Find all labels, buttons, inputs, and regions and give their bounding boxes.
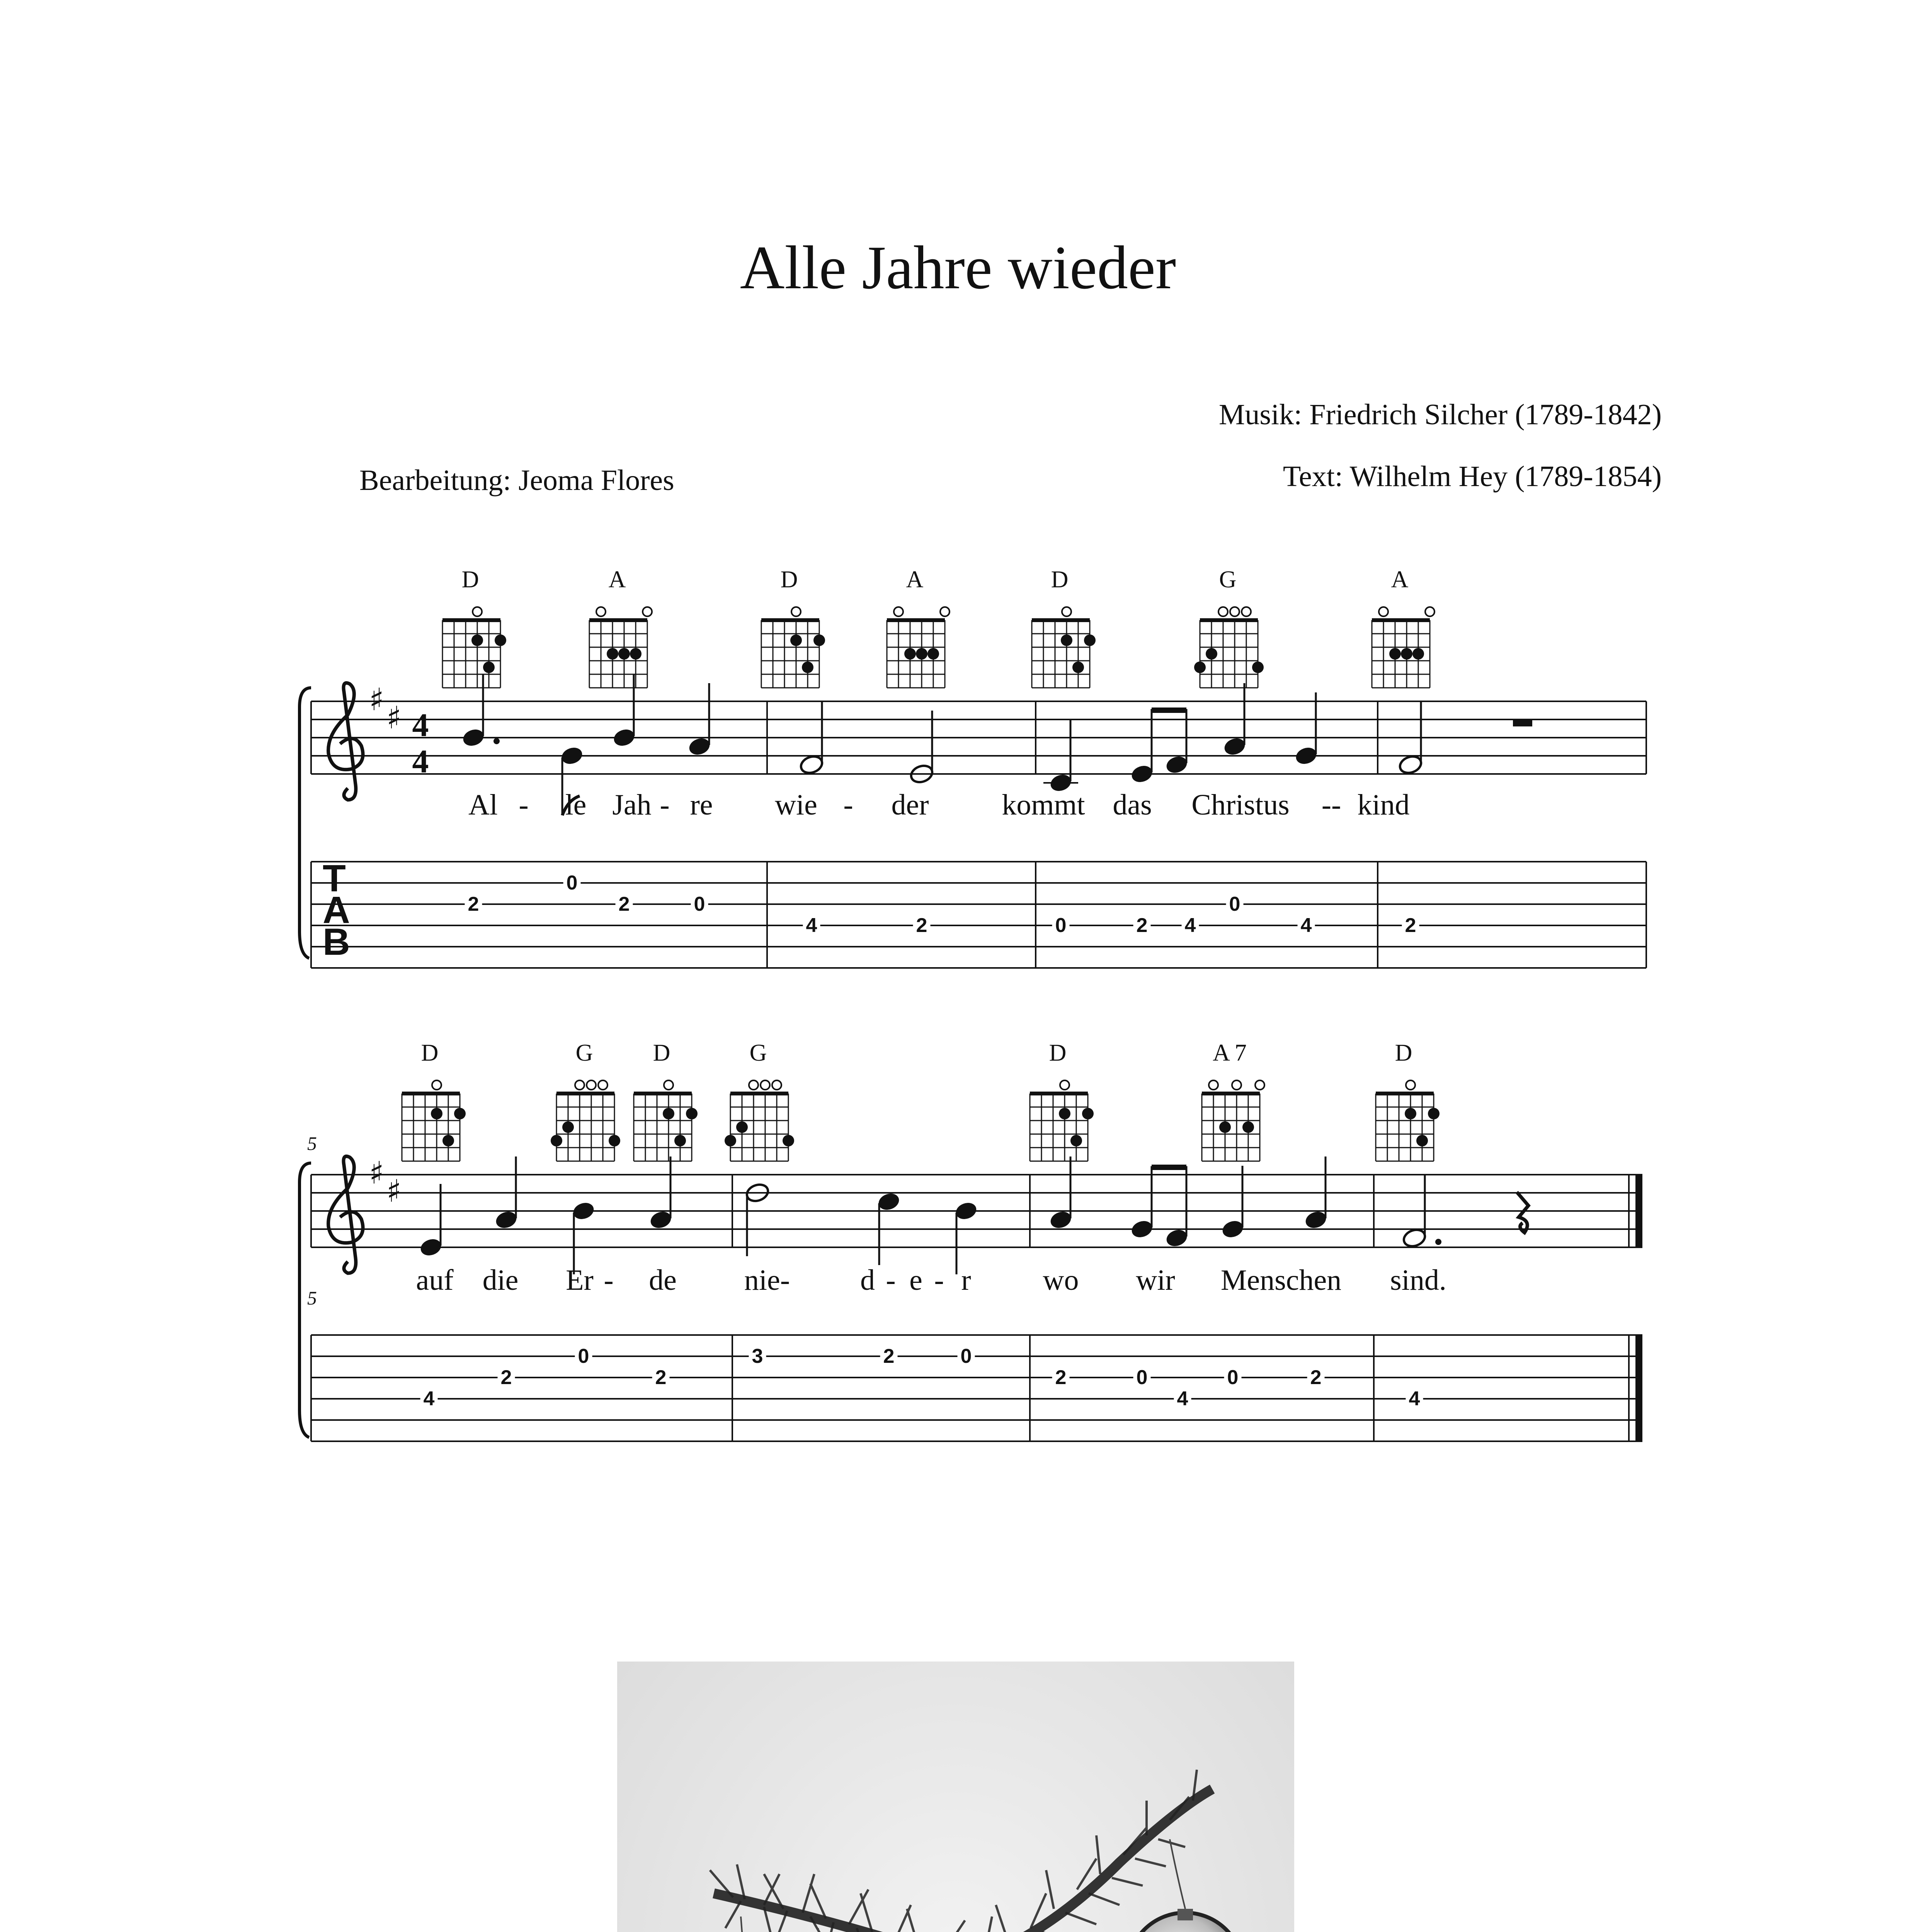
chord-name: G <box>1219 566 1237 593</box>
lyric-syllable: Jah <box>612 789 652 821</box>
chord-name: D <box>780 566 798 593</box>
tab-fret: 2 <box>1133 915 1151 936</box>
song-title: Alle Jahre wieder <box>740 233 1176 302</box>
lyric-syllable: auf <box>416 1264 454 1296</box>
tab-fret: 0 <box>691 893 708 915</box>
chord-name: A <box>608 566 626 593</box>
chord-name: D <box>421 1040 439 1066</box>
lyric-hyphen: - <box>660 789 670 821</box>
lyric-syllable: wo <box>1043 1264 1079 1296</box>
chord-name: G <box>575 1040 593 1066</box>
tab-fret: 4 <box>803 915 820 936</box>
chord-name: D <box>461 566 479 593</box>
tab-fret: 2 <box>880 1345 898 1367</box>
tab-fret: 0 <box>1052 915 1070 936</box>
lyric-syllable: e <box>909 1264 922 1296</box>
tab-measure-number: 5 <box>307 1287 317 1309</box>
tab-fret: 2 <box>1402 915 1419 936</box>
tab-fret: 0 <box>958 1345 975 1367</box>
chord-name: A <box>1391 566 1409 593</box>
tab-fret: 4 <box>420 1388 438 1410</box>
tab-fret: 0 <box>575 1345 592 1367</box>
tab-fret: 0 <box>1226 893 1244 915</box>
svg-text:♯: ♯ <box>369 1155 384 1191</box>
arrangement-credit: Bearbeitung: Jeoma Flores <box>359 464 674 497</box>
lyric-syllable: nie- <box>744 1264 790 1296</box>
chord-name: A <box>906 566 924 593</box>
text-credit: Text: Wilhelm Hey (1789-1854) <box>1283 460 1662 493</box>
tab-fret: 3 <box>749 1345 766 1367</box>
chord-name: D <box>1049 1040 1067 1066</box>
tab-label-b: B <box>323 920 350 963</box>
christmas-ornament-illustration <box>617 1662 1294 1932</box>
measure-number: 5 <box>307 1133 317 1154</box>
lyric-syllable: wir <box>1136 1264 1175 1296</box>
tab-fret: 0 <box>1133 1367 1151 1388</box>
music-credit: Musik: Friedrich Silcher (1789-1842) <box>1218 398 1662 431</box>
tab-fret: 2 <box>652 1367 670 1388</box>
tab-fret: 2 <box>465 893 482 915</box>
lyric-syllable: kind <box>1357 789 1410 821</box>
svg-text:4: 4 <box>412 743 429 780</box>
tab-fret: 2 <box>1307 1367 1325 1388</box>
svg-text:♯: ♯ <box>369 682 384 718</box>
lyric-syllable: das <box>1113 789 1152 821</box>
tab-fret: 2 <box>498 1367 515 1388</box>
lyric-syllable: sind. <box>1390 1264 1446 1296</box>
tab-fret: 2 <box>913 915 931 936</box>
tab-fret: 4 <box>1406 1388 1423 1410</box>
tab-fret: 2 <box>1052 1367 1070 1388</box>
chord-name: D <box>1051 566 1069 593</box>
tab-fret: 4 <box>1182 915 1199 936</box>
lyric-syllable: de <box>649 1264 677 1296</box>
lyric-syllable: die <box>482 1264 519 1296</box>
tab-label-t: T <box>323 857 346 900</box>
lyric-hyphen: - <box>604 1264 614 1296</box>
tab-fret: 4 <box>1298 915 1315 936</box>
tab-label-a: A <box>323 889 350 931</box>
svg-text:♯: ♯ <box>386 700 402 736</box>
chord-name: D <box>1395 1040 1412 1066</box>
svg-text:♯: ♯ <box>386 1173 402 1209</box>
chord-name: A 7 <box>1213 1040 1247 1066</box>
chord-name: D <box>653 1040 670 1066</box>
lyric-syllable: re <box>690 789 713 821</box>
lyric-syllable: Er <box>566 1264 594 1296</box>
tab-fret: 0 <box>563 872 581 894</box>
tab-fret: 0 <box>1224 1367 1242 1388</box>
lyric-hyphen: -- <box>1321 789 1341 821</box>
chord-name: G <box>749 1040 767 1066</box>
lyric-syllable: r <box>961 1264 971 1296</box>
lyric-hyphen: - <box>843 789 853 821</box>
tab-fret: 4 <box>1174 1388 1191 1410</box>
lyric-syllable: wie <box>775 789 817 821</box>
lyric-hyphen: - <box>519 789 529 821</box>
svg-text:4: 4 <box>412 706 429 743</box>
lyric-hyphen: - <box>886 1264 896 1296</box>
lyric-syllable: le <box>565 789 587 821</box>
tab-fret: 2 <box>616 893 633 915</box>
lyric-syllable: d <box>860 1264 875 1296</box>
lyric-syllable: der <box>891 789 929 821</box>
lyric-syllable: Menschen <box>1220 1264 1342 1296</box>
lyric-syllable: Christus <box>1191 789 1290 821</box>
lyric-syllable: kommt <box>1002 789 1085 821</box>
lyric-hyphen: - <box>934 1264 944 1296</box>
lyric-syllable: Al <box>468 789 498 821</box>
